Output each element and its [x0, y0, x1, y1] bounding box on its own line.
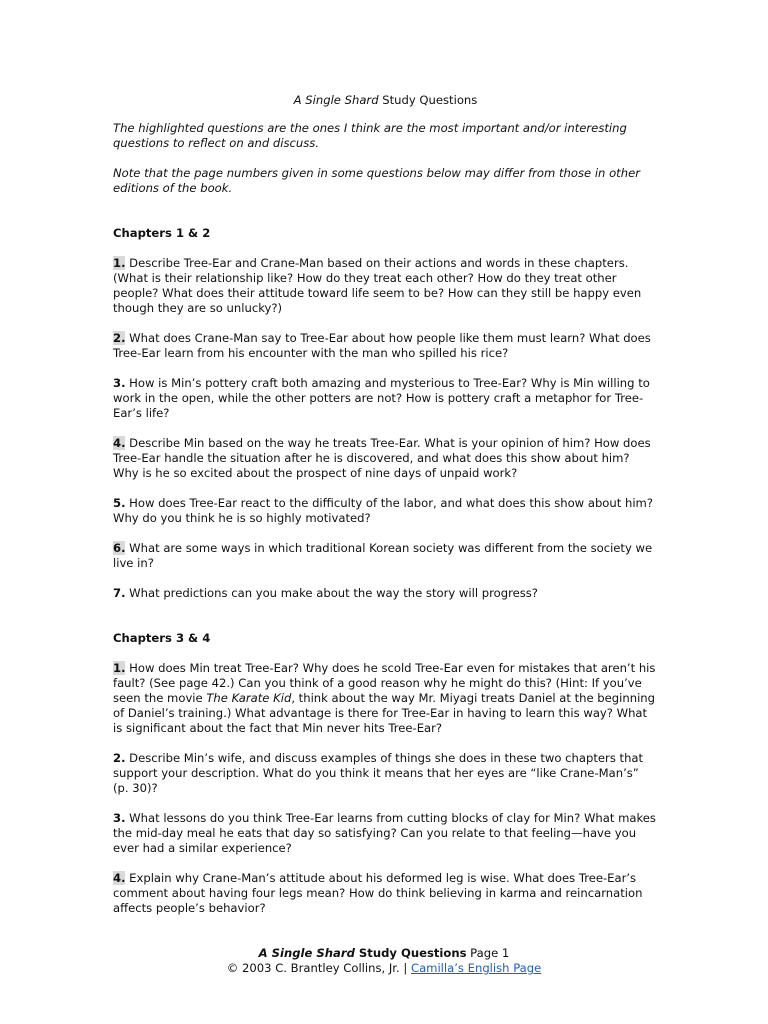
intro-highlight-note: The highlighted questions are the ones I think are the most important and/or interesting questions to reflect on and discuss. — [113, 121, 627, 150]
camillas-english-page-link[interactable]: Camilla’s English Page — [410, 961, 542, 975]
footer-page-number: Page 1 — [466, 946, 510, 960]
question-ch1-2-1 — [113, 256, 658, 316]
page-footer — [0, 946, 768, 976]
question-text-post: , think about the way Mr. Miyagi treats Daniel at the beginning of Daniel’s training.) What advantage is there for Tree-Ear in having to learn this way? What is significant about the fact that Min never hits Tree-Ear? — [113, 691, 656, 735]
question-text: What are some ways in which traditional Korean society was different from the society we live in? — [113, 541, 653, 570]
movie-title: The Karate Kid — [206, 691, 292, 705]
question-ch1-2-4 — [113, 436, 658, 481]
question-ch1-2-7 — [113, 586, 658, 601]
question-number: 2. — [113, 331, 126, 345]
question-number: 3. — [113, 376, 126, 390]
question-number: 5. — [113, 496, 126, 510]
title-rest: Study Questions — [378, 93, 478, 107]
question-text-pre: How does Min treat Tree-Ear? Why does he scold Tree-Ear even for mistakes that aren’t his fault? (See page 42.) Can you think of a good reason why he might do this? (Hint: If you’ve seen the movie — [113, 661, 656, 705]
question-ch3-4-4 — [113, 871, 658, 916]
intro-page-note: Note that the page numbers given in some questions below may differ from those in other editions of the book. — [113, 166, 640, 195]
title-book: A Single Shard — [293, 93, 379, 107]
question-number: 4. — [113, 436, 126, 450]
page-title — [113, 93, 658, 108]
question-number: 1. — [113, 661, 126, 675]
question-text: How is Min’s pottery craft both amazing and mysterious to Tree-Ear? Why is Min willing to work in the open, while the other potters are not? How is pottery craft a metaphor for Tree-Ear’s life? — [113, 376, 650, 420]
footer-copyright: © 2003 C. Brantley Collins, Jr. | — [226, 961, 411, 975]
question-ch1-2-5 — [113, 496, 658, 526]
question-ch1-2-3 — [113, 376, 658, 421]
question-ch1-2-2 — [113, 331, 658, 361]
question-number: 2. — [113, 751, 126, 765]
question-text: What predictions can you make about the way the story will progress? — [125, 586, 538, 600]
question-number: 4. — [113, 871, 126, 885]
question-number: 7. — [113, 586, 126, 600]
question-ch3-4-2 — [113, 751, 658, 796]
footer-copyright-line — [0, 961, 768, 976]
question-ch1-2-6 — [113, 541, 658, 571]
question-text: Describe Min’s wife, and discuss examples of things she does in these two chapters that support your description. What do you think it means that her eyes are “like Crane-Man’s” (p. 30)? — [113, 751, 644, 795]
question-text: Describe Tree-Ear and Crane-Man based on their actions and words in these chapters. (What is their relationship like? How do they treat each other? How do they treat other people? What does their attitude toward life seem to be? How can they still be happy even though they are so unlucky?) — [113, 256, 642, 315]
question-text: How does Tree-Ear react to the difficulty of the labor, and what does this show about him? Why do you think he is so highly motivated? — [113, 496, 653, 525]
question-ch3-4-1 — [113, 661, 658, 736]
section-heading-chapters-3-4: Chapters 3 & 4 — [113, 631, 211, 645]
footer-book-title: A Single Shard — [258, 946, 355, 960]
question-number: 6. — [113, 541, 126, 555]
question-text: Explain why Crane-Man’s attitude about his deformed leg is wise. What does Tree-Ear’s comment about having four legs mean? How do think believing in karma and reincarnation affects people’s behavior? — [113, 871, 643, 915]
question-text: What does Crane-Man say to Tree-Ear about how people like them must learn? What does Tree-Ear learn from his encounter with the man who spilled his rice? — [113, 331, 651, 360]
footer-title-line — [0, 946, 768, 961]
question-ch3-4-3 — [113, 811, 658, 856]
question-number: 3. — [113, 811, 126, 825]
question-text: What lessons do you think Tree-Ear learns from cutting blocks of clay for Min? What makes the mid-day meal he eats that day so satisfying? Can you relate to that feeling—have you ever had a similar experience? — [113, 811, 656, 855]
section-heading-chapters-1-2: Chapters 1 & 2 — [113, 226, 211, 240]
footer-study-questions: Study Questions — [354, 946, 467, 960]
question-text: Describe Min based on the way he treats Tree-Ear. What is your opinion of him? How does Tree-Ear handle the situation after he is discovered, and what does this show about him? Why is he so excited about the prospect of nine days of unpaid work? — [113, 436, 651, 480]
document-body — [113, 93, 658, 931]
question-number: 1. — [113, 256, 126, 270]
